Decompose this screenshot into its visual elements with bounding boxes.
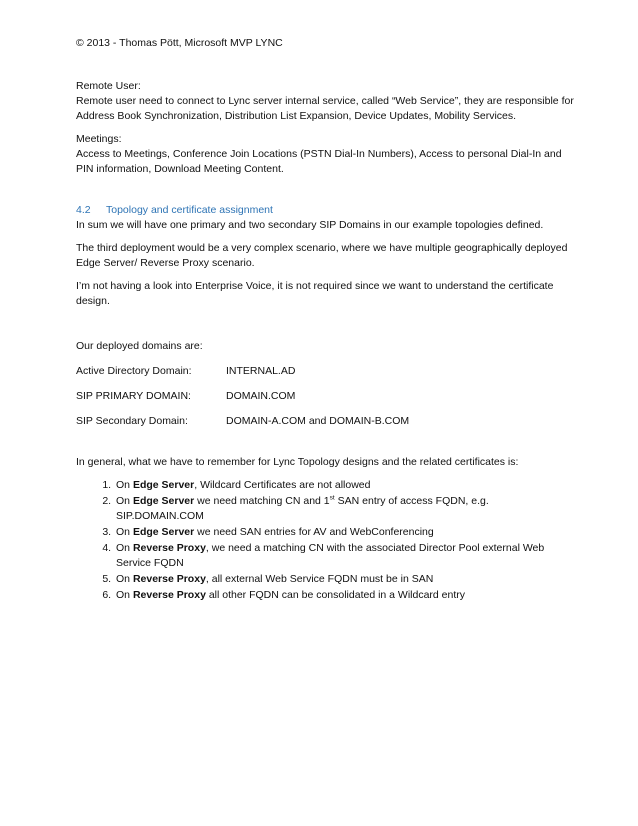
domain-label: Active Directory Domain: [76,365,192,377]
domain-value: DOMAIN.COM [226,390,296,402]
list-item: 4. On Reverse Proxy, we need a matching CN with the associated Director Pool external Web Service FQDN [114,541,576,571]
meetings-title: Meetings: [76,133,122,145]
page-header: © 2013 - Thomas Pött, Microsoft MVP LYNC [76,37,283,49]
domain-row-sip-secondary [76,414,576,429]
rules-list [76,478,576,603]
section-title: Topology and certificate assignment [106,204,273,216]
spacer [76,317,576,339]
list-item: 3. On Edge Server we need SAN entries for AV and WebConferencing [114,525,576,540]
section-paragraph-1: In sum we will have one primary and two secondary SIP Domains in our example topologies defined. [76,219,544,231]
remote-user-text: Remote user need to connect to Lync server internal service, called “Web Service”, they are responsible for Address Book Synchronization, Distribution List Expansion, Device Updates, Mobility Services. [76,95,574,122]
document-page [76,36,576,604]
domain-value: INTERNAL.AD [226,365,296,377]
spacer [76,439,576,455]
domain-value: DOMAIN-A.COM and DOMAIN-B.COM [226,415,410,427]
meetings-text: Access to Meetings, Conference Join Locations (PSTN Dial-In Numbers), Access to personal Dial-In and PIN information, Download Meeting Content. [76,148,562,175]
domain-row-ad [76,364,576,379]
domain-row-sip-primary [76,389,576,404]
section-paragraph-2: The third deployment would be a very complex scenario, where we have multiple geographically deployed Edge Server/ Reverse Proxy scenario. [76,242,568,269]
list-item: 5. On Reverse Proxy, all external Web Service FQDN must be in SAN [114,572,576,587]
list-item: 2. On Edge Server we need matching CN and 1st SAN entry of access FQDN, e.g. SIP.DOMAIN.COM [114,494,576,524]
domain-label: SIP Secondary Domain: [76,415,188,427]
list-item: 6. On Reverse Proxy all other FQDN can be consolidated in a Wildcard entry [114,588,576,603]
domain-label: SIP PRIMARY DOMAIN: [76,390,191,402]
remote-user-title: Remote User: [76,80,141,92]
section-heading [76,203,576,218]
section-number: 4.2 [76,204,91,216]
list-item: 1. On Edge Server, Wildcard Certificates are not allowed [114,478,576,493]
section-paragraph-3: I’m not having a look into Enterprise Voice, it is not required since we want to understand the certificate design. [76,280,554,307]
rules-intro: In general, what we have to remember for Lync Topology designs and the related certificates is: [76,456,519,468]
domains-intro: Our deployed domains are: [76,340,203,352]
